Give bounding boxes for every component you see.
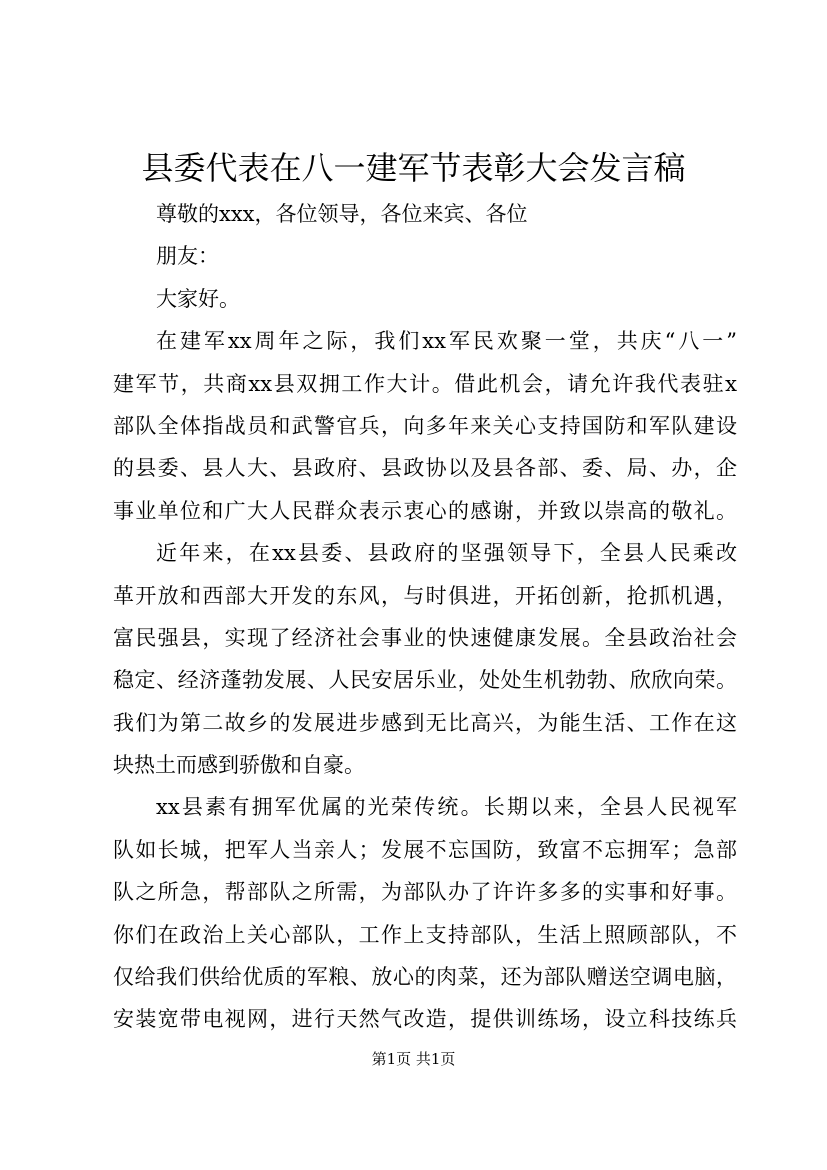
body-line: 块热土而感到骄傲和自豪。 — [113, 753, 365, 778]
body-line: 在建军xx周年之际，我们xx军民欢聚一堂，共庆“八一” — [156, 329, 737, 354]
body-line: 事业单位和广大人民群众表示衷心的感谢，并致以崇高的敬礼。 — [113, 498, 737, 523]
page-footer: 第1页 共1页 — [371, 1050, 456, 1068]
body-line: 革开放和西部大开发的东风，与时俱进，开拓创新，抢抓机遇， — [113, 583, 737, 608]
body-line: 队如长城，把军人当亲人；发展不忘国防，致富不忘拥军；急部 — [113, 837, 737, 862]
body-line: 尊敬的xxx，各位领导，各位来宾、各位 — [156, 202, 528, 226]
document-body — [113, 193, 737, 1041]
body-line: 我们为第二故乡的发展进步感到无比高兴，为能生活、工作在这 — [113, 710, 737, 735]
body-line: 近年来，在xx县委、县政府的坚强领导下，全县人民乘改 — [156, 541, 737, 566]
body-line: 仅给我们供给优质的军粮、放心的肉菜，还为部队赠送空调电脑， — [113, 965, 737, 990]
body-line: 大家好。 — [156, 286, 240, 311]
body-line: 建军节，共商xx县双拥工作大计。借此机会，请允许我代表驻x — [113, 371, 737, 396]
body-line: 富民强县，实现了经济社会事业的快速健康发展。全县政治社会 — [113, 625, 737, 650]
body-line: 的县委、县人大、县政府、县政协以及县各部、委、局、办，企 — [113, 456, 737, 481]
body-line: 部队全体指战员和武警官兵，向多年来关心支持国防和军队建设 — [113, 413, 737, 438]
body-line: 安装宽带电视网，进行天然气改造，提供训练场，设立科技练兵 — [113, 1007, 737, 1032]
body-line: xx县素有拥军优属的光荣传统。长期以来，全县人民视军 — [156, 795, 737, 820]
body-line: 朋友： — [156, 244, 219, 269]
document-title: 县委代表在八一建军节表彰大会发言稿 — [141, 149, 686, 187]
body-line: 你们在政治上关心部队，工作上支持部队，生活上照顾部队，不 — [113, 922, 737, 947]
body-line: 队之所急，帮部队之所需，为部队办了许许多多的实事和好事。 — [113, 880, 737, 905]
body-line: 稳定、经济蓬勃发展、人民安居乐业，处处生机勃勃、欣欣向荣。 — [113, 668, 737, 693]
